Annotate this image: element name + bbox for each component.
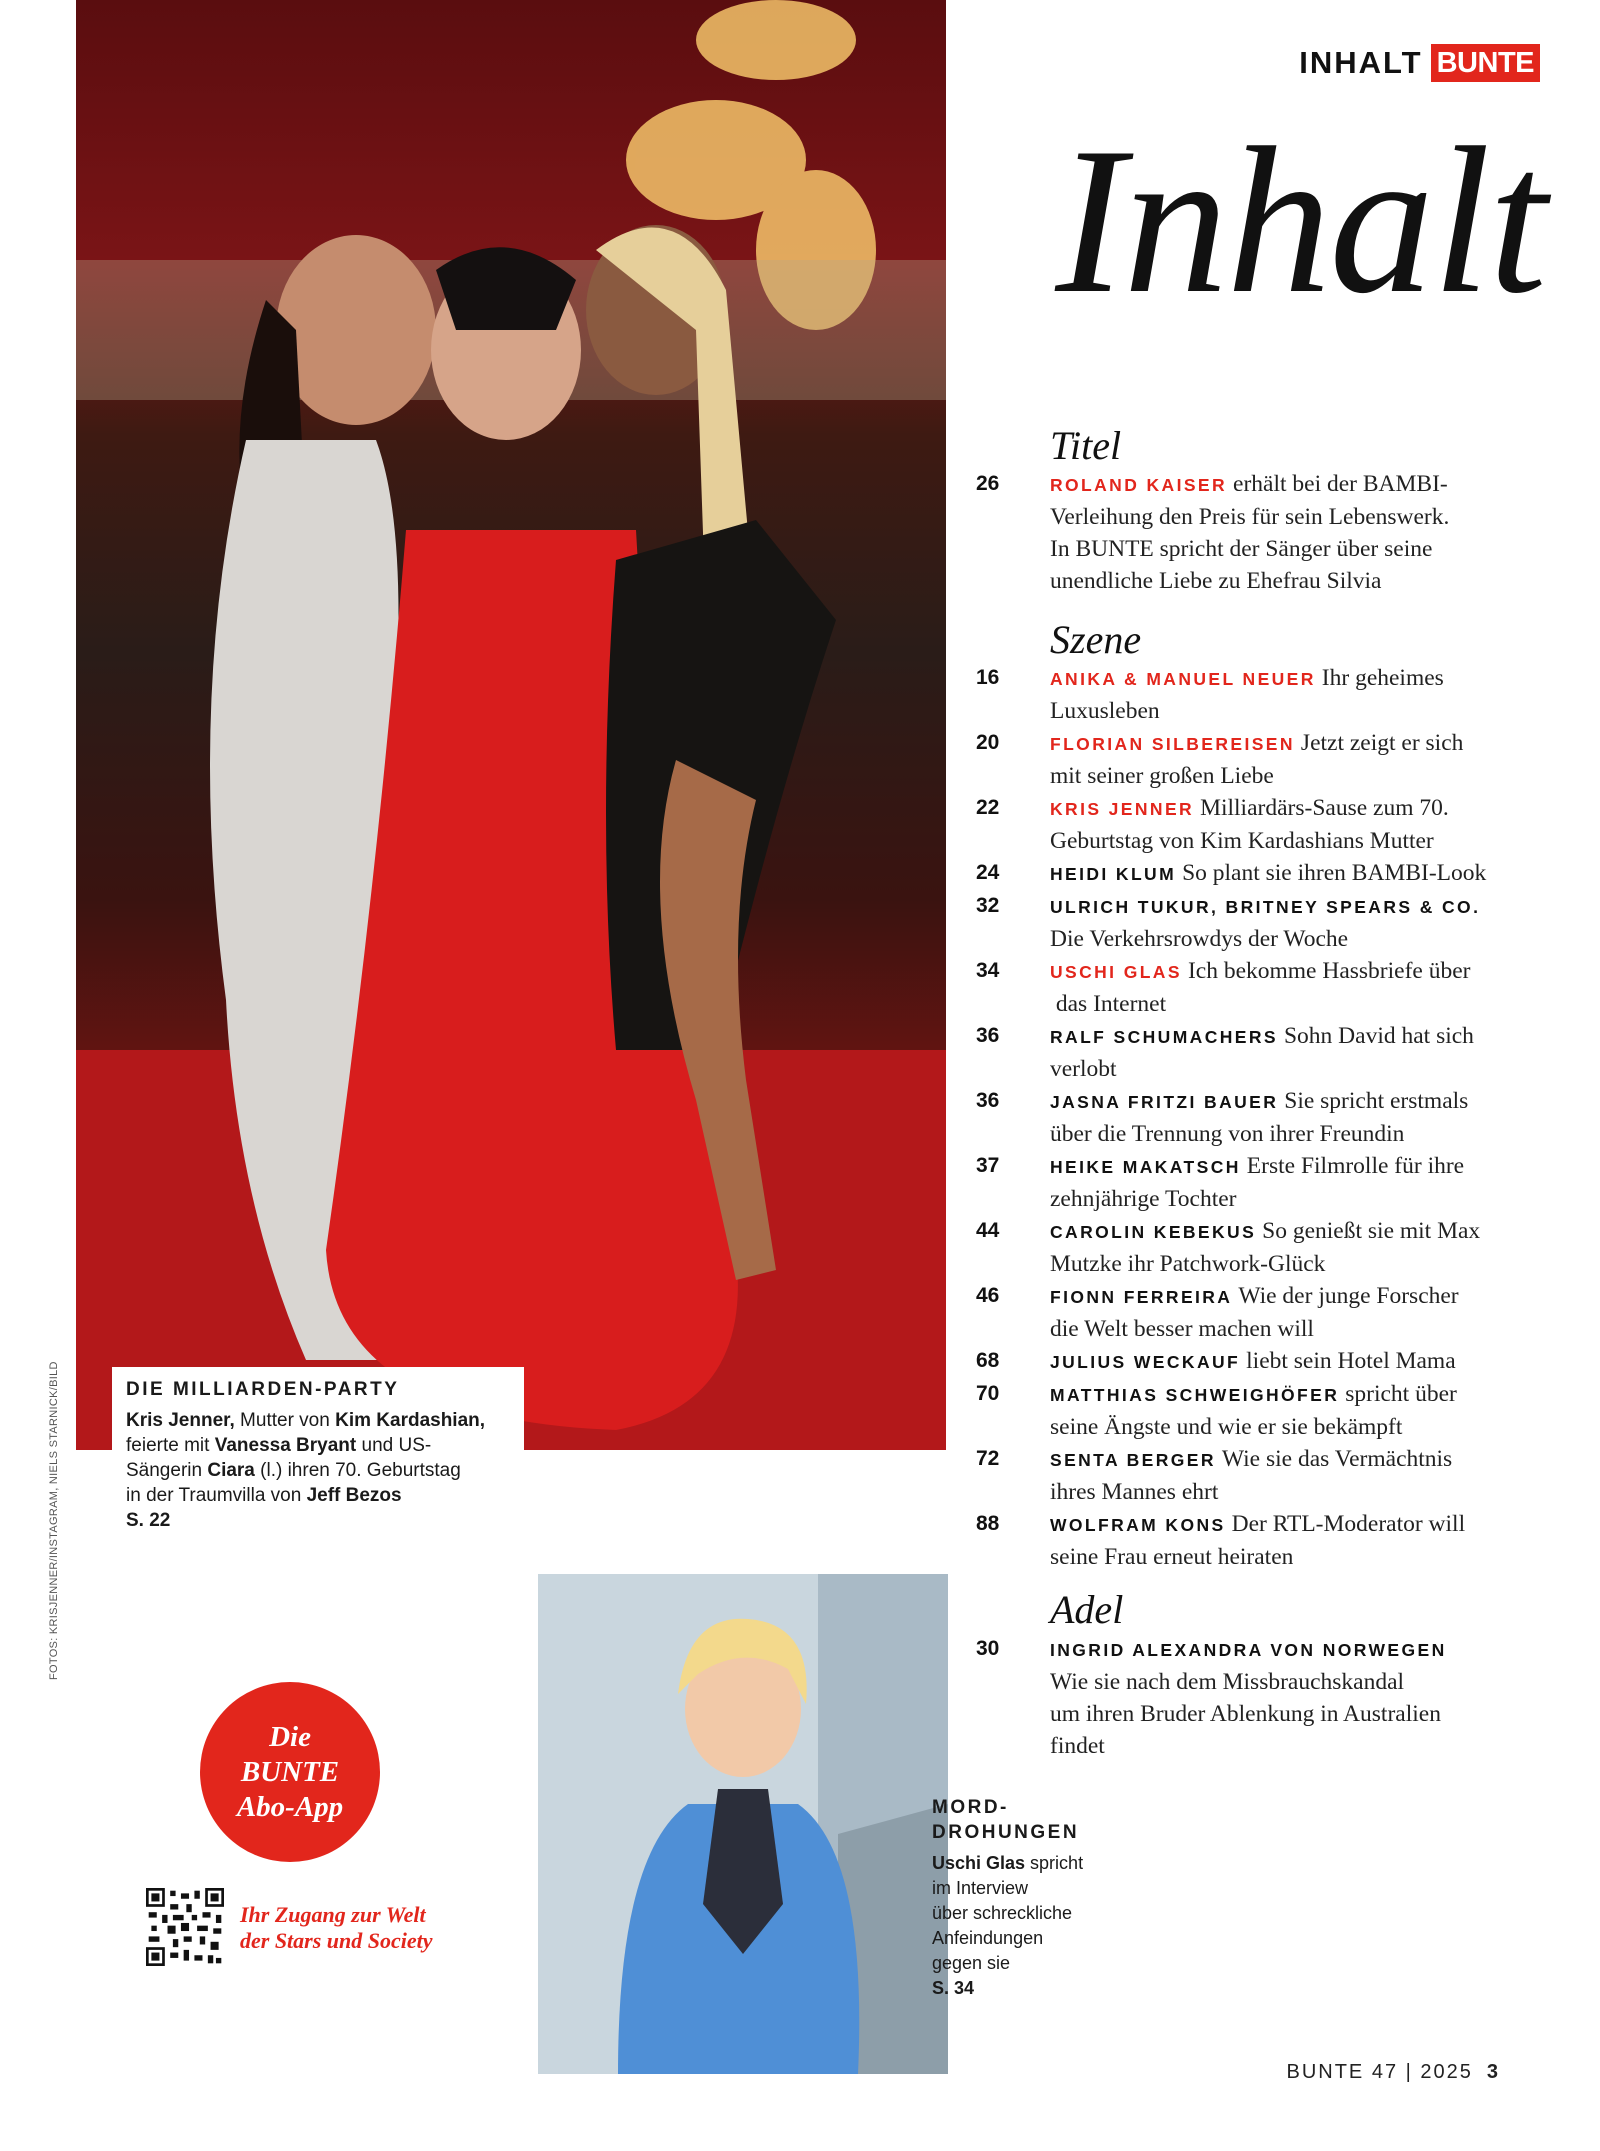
toc-page-number: 30 <box>976 1637 1000 1660</box>
side-caption-text: über schreckliche <box>932 1903 1073 1923</box>
toc-name: ULRICH TUKUR, BRITNEY SPEARS & CO. <box>1050 897 1481 917</box>
toc-text: verlobt <box>1050 1056 1117 1082</box>
toc-name: KRIS JENNER <box>1050 799 1195 819</box>
toc-name: ANIKA & MANUEL NEUER <box>1050 669 1316 689</box>
photo-credit: FOTOS: KRISJENNER/INSTAGRAM, NIELS STARNICK/BILD <box>48 1361 60 1680</box>
toc-text: Luxusleben <box>1050 698 1160 724</box>
toc-name: CAROLIN KEBEKUS <box>1050 1222 1257 1242</box>
toc-text: die Welt besser machen will <box>1050 1316 1314 1342</box>
toc-name: ROLAND KAISER <box>1050 475 1228 495</box>
page-footer <box>1286 2061 1500 2084</box>
toc-text: Geburtstag von Kim Kardashians Mutter <box>1050 828 1434 854</box>
toc-text: Wie der junge Forscher <box>1238 1283 1459 1309</box>
toc-page-number: 46 <box>976 1284 1000 1307</box>
toc-text: Die Verkehrsrowdys der Woche <box>1050 926 1349 952</box>
caption-name: Kris Jenner, <box>126 1410 235 1431</box>
toc-entry[interactable] <box>976 1085 1556 1150</box>
toc-text: Verleihung den Preis für sein Lebenswerk. <box>1050 504 1450 530</box>
promo-line: BUNTE <box>240 1755 340 1788</box>
qr-code-icon[interactable] <box>146 1888 224 1966</box>
toc-page-number: 32 <box>976 894 1000 917</box>
toc-text: spricht über <box>1345 1381 1457 1407</box>
side-caption-name: Uschi Glas <box>932 1853 1026 1873</box>
toc-name: JASNA FRITZI BAUER <box>1050 1092 1279 1112</box>
toc-entry[interactable] <box>976 955 1556 1020</box>
toc-text: Der RTL-Moderator will <box>1231 1511 1466 1537</box>
toc-text: zehnjährige Tochter <box>1050 1186 1237 1212</box>
toc-entry[interactable] <box>976 468 1556 597</box>
promo-tagline <box>240 1902 500 1954</box>
toc-page-number: 22 <box>976 796 1000 819</box>
toc-page-number: 36 <box>976 1089 1000 1112</box>
promo-line: Die <box>269 1720 311 1753</box>
toc-entry[interactable] <box>976 857 1556 890</box>
toc-text: Wie sie das Vermächtnis <box>1221 1446 1453 1472</box>
toc-page-number: 72 <box>976 1447 1000 1470</box>
toc-name: WOLFRAM KONS <box>1050 1515 1226 1535</box>
section-label: INHALT <box>1299 45 1423 80</box>
toc-entry[interactable] <box>976 1378 1556 1443</box>
toc-entry[interactable] <box>976 662 1556 727</box>
toc-entry[interactable] <box>976 727 1556 792</box>
toc-text: das Internet <box>1055 991 1167 1017</box>
toc-entry[interactable] <box>976 1020 1556 1085</box>
toc-entry[interactable] <box>976 1508 1556 1573</box>
toc-name: MATTHIAS SCHWEIGHÖFER <box>1050 1385 1340 1405</box>
caption-text: Mutter von <box>234 1410 336 1431</box>
toc-name: FIONN FERREIRA <box>1050 1287 1233 1307</box>
toc-entry[interactable] <box>976 1150 1556 1215</box>
toc-page-number: 70 <box>976 1382 1000 1405</box>
side-caption-text: spricht <box>1025 1853 1084 1873</box>
toc-text: erhält bei der BAMBI- <box>1233 471 1448 497</box>
toc-page-number: 68 <box>976 1349 1000 1372</box>
toc-name: USCHI GLAS <box>1050 962 1182 982</box>
toc-text: So plant sie ihren BAMBI-Look <box>1182 860 1487 886</box>
toc-text: Erste Filmrolle für ihre <box>1246 1153 1465 1179</box>
uschi-glas-photo <box>538 1574 948 2074</box>
toc-name: INGRID ALEXANDRA VON NORWEGEN <box>1050 1640 1447 1660</box>
toc-page-number: 24 <box>976 861 1000 884</box>
side-caption-heading-line: MORD- <box>932 1797 1009 1818</box>
side-caption-text: Anfeindungen <box>932 1928 1044 1948</box>
toc-text: Milliardärs-Sause zum 70. <box>1200 795 1449 821</box>
caption-body <box>126 1408 526 1533</box>
toc-page-number: 16 <box>976 666 1000 689</box>
toc-entry[interactable] <box>976 1215 1556 1280</box>
caption-text: (l.) ihren 70. Geburtstag <box>254 1460 461 1481</box>
toc-entry[interactable] <box>976 1280 1556 1345</box>
caption-name: Ciara <box>207 1460 255 1481</box>
toc-page-number: 44 <box>976 1219 1000 1242</box>
caption-heading: DIE MILLIARDEN-PARTY <box>126 1379 400 1400</box>
promo-tag-line: Ihr Zugang zur Welt <box>240 1902 426 1927</box>
toc-name: SENTA BERGER <box>1050 1450 1216 1470</box>
toc-entry[interactable] <box>976 1443 1556 1508</box>
toc-text: Ich bekomme Hassbriefe über <box>1187 958 1471 984</box>
toc-page-number: 88 <box>976 1512 1000 1535</box>
toc-text: mit seiner großen Liebe <box>1050 763 1274 789</box>
toc-text: um ihren Bruder Ablenkung in Australien <box>1050 1701 1441 1727</box>
toc-page-number: 34 <box>976 959 1000 982</box>
toc-entry[interactable] <box>976 792 1556 857</box>
party-photo <box>76 0 946 1450</box>
caption-name: Kim Kardashian, <box>335 1410 486 1431</box>
caption-page-ref[interactable]: S. 22 <box>126 1510 171 1531</box>
side-caption-text: im Interview <box>932 1878 1029 1898</box>
caption-name: Jeff Bezos <box>306 1485 402 1506</box>
toc-text: ihres Mannes ehrt <box>1050 1479 1219 1505</box>
caption-text: und US- <box>356 1435 432 1456</box>
toc-page-number: 20 <box>976 731 1000 754</box>
app-promo-badge[interactable] <box>200 1682 380 1862</box>
toc-text: Wie sie nach dem Missbrauchskandal <box>1050 1669 1405 1695</box>
toc-entry[interactable] <box>976 890 1556 955</box>
caption-text: in der Traumvilla von <box>126 1485 307 1506</box>
page-number: 3 <box>1486 2061 1500 2083</box>
toc-page-number: 37 <box>976 1154 1000 1177</box>
toc-text: über die Trennung von ihrer Freundin <box>1050 1121 1405 1147</box>
toc-text: liebt sein Hotel Mama <box>1246 1348 1456 1374</box>
toc-text: In BUNTE spricht der Sänger über seine <box>1050 536 1433 562</box>
toc-name: HEIDI KLUM <box>1050 864 1177 884</box>
toc-text: Ihr geheimes <box>1321 665 1444 691</box>
toc-text: So genießt sie mit Max <box>1262 1218 1481 1244</box>
side-caption-heading <box>932 1795 1122 1845</box>
section-header <box>1299 44 1540 82</box>
toc-text: Jetzt zeigt er sich <box>1300 730 1464 756</box>
bunte-logo: BUNTE <box>1431 44 1540 82</box>
promo-line: Abo-App <box>236 1790 344 1823</box>
caption-name: Vanessa Bryant <box>214 1435 357 1456</box>
toc-text: Sohn David hat sich <box>1283 1023 1474 1049</box>
page-title: Inhalt <box>1055 105 1545 337</box>
section-title-szene: Szene <box>1050 617 1142 662</box>
toc-page-number: 36 <box>976 1024 1000 1047</box>
side-caption-page-ref[interactable]: S. 34 <box>932 1978 975 1998</box>
toc-text: seine Frau erneut heiraten <box>1050 1544 1294 1570</box>
toc-text: unendliche Liebe zu Ehefrau Silvia <box>1050 568 1382 594</box>
photo-caption <box>126 1377 526 1533</box>
issue-label: BUNTE 47 | 2025 <box>1286 2061 1473 2083</box>
section-title-adel: Adel <box>1050 1587 1124 1632</box>
section-title-titel: Titel <box>1050 423 1122 468</box>
toc-name: JULIUS WECKAUF <box>1050 1352 1241 1372</box>
toc-text: Mutzke ihr Patchwork-Glück <box>1050 1251 1326 1277</box>
side-caption <box>932 1795 1122 2001</box>
side-caption-text: gegen sie <box>932 1953 1011 1973</box>
toc-entry[interactable] <box>976 1633 1556 1762</box>
side-caption-heading-line: DROHUNGEN <box>932 1822 1080 1843</box>
toc-text: findet <box>1050 1733 1105 1759</box>
toc-entry[interactable] <box>976 1345 1556 1378</box>
toc-page-number: 26 <box>976 472 1000 495</box>
caption-text: feierte mit <box>126 1435 215 1456</box>
toc-text: seine Ängste und wie er sie bekämpft <box>1050 1414 1403 1440</box>
toc-name: RALF SCHUMACHERS <box>1050 1027 1278 1047</box>
toc-name: HEIKE MAKATSCH <box>1050 1157 1241 1177</box>
toc-text: Sie spricht erstmals <box>1284 1088 1469 1114</box>
promo-tag-line: der Stars und Society <box>240 1928 433 1953</box>
caption-text: Sängerin <box>126 1460 208 1481</box>
toc-name: FLORIAN SILBEREISEN <box>1050 734 1295 754</box>
